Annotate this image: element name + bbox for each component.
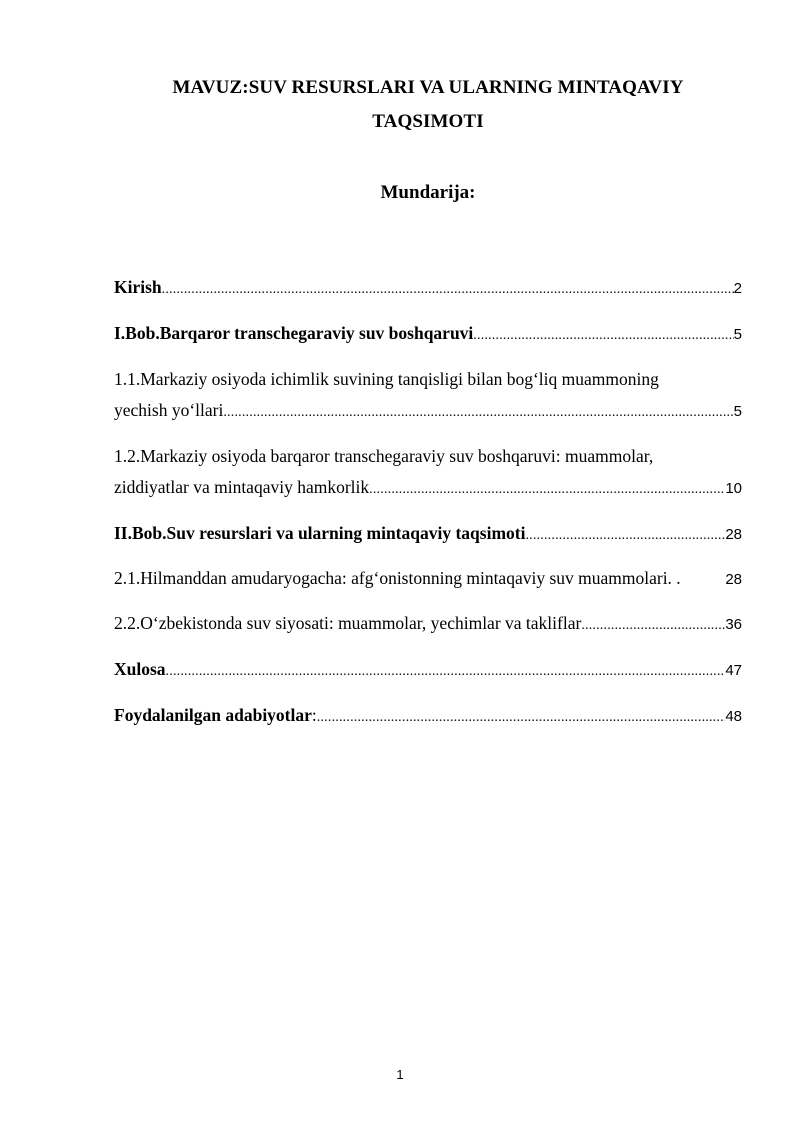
toc-entry-colon: : — [311, 705, 317, 725]
toc-entry-adabiyotlar[interactable] — [114, 702, 742, 728]
toc-leader-dots — [369, 477, 725, 500]
toc-entry-1-2-line-1[interactable]: 1.2.Markaziy osiyoda barqaror transchegaraviy suv boshqaruvi: muammolar, — [114, 446, 654, 466]
document-title-line-2: TAQSIMOTI — [372, 111, 484, 132]
toc-entry-label: I.Bob.Barqaror transchegaraviy suv boshqaruvi — [114, 323, 474, 343]
toc-entry-label: 2.1.Hilmanddan amudaryogacha: afg‘onistonning mintaqaviy suv muammolari. . — [114, 568, 681, 588]
toc-entry-2-1[interactable] — [114, 565, 742, 591]
toc-entry-label: yechish yo‘llari — [114, 400, 224, 420]
toc-page-number: 2 — [733, 280, 742, 297]
toc-page-number: 48 — [725, 708, 742, 725]
toc-entry-1-2[interactable] — [114, 474, 742, 500]
toc-leader-dots — [473, 323, 733, 346]
toc-entry-2-2[interactable] — [114, 610, 742, 636]
page-number: 1 — [396, 1067, 404, 1082]
toc-page-number: 5 — [733, 326, 742, 343]
toc-entry-1-1[interactable] — [114, 397, 742, 423]
toc-leader-dots — [223, 400, 733, 423]
toc-entry-label: Kirish — [114, 277, 162, 297]
toc-entry-label: 2.2.O‘zbekistonda suv siyosati: muammolar, yechimlar va takliflar — [114, 613, 582, 633]
toc-leader-dots — [525, 523, 725, 546]
toc-page-number: 28 — [725, 571, 742, 588]
toc-entry-label: Foydalanilgan adabiyotlar — [114, 705, 312, 725]
toc-entry-label: II.Bob.Suv resurslari va ularning mintaqaviy taqsimoti — [114, 523, 526, 543]
toc-leader-dots — [166, 659, 726, 682]
toc-page-number: 5 — [733, 403, 742, 420]
toc-entry-label: Xulosa — [114, 659, 166, 679]
document-title-line-1: MAVUZ:SUV RESURSLARI VA ULARNING MINTAQAVIY — [172, 77, 684, 98]
table-of-contents-heading: Mundarija: — [380, 182, 476, 203]
toc-leader-dots — [162, 277, 734, 300]
toc-entry-kirish[interactable] — [114, 274, 742, 300]
toc-entry-1-1-line-1[interactable]: 1.1.Markaziy osiyoda ichimlik suvining tanqisligi bilan bog‘liq muammoning — [114, 369, 659, 389]
toc-entry-bob-2[interactable] — [114, 520, 742, 546]
toc-page-number: 28 — [725, 526, 742, 543]
toc-entry-bob-1[interactable] — [114, 320, 742, 346]
toc-page-number: 10 — [725, 480, 742, 497]
toc-page-number: 36 — [725, 616, 742, 633]
toc-entry-xulosa[interactable] — [114, 656, 742, 682]
toc-leader-dots — [581, 613, 725, 636]
toc-leader-dots — [317, 705, 726, 728]
toc-entry-label: ziddiyatlar va mintaqaviy hamkorlik — [114, 477, 370, 497]
toc-page-number: 47 — [725, 662, 742, 679]
